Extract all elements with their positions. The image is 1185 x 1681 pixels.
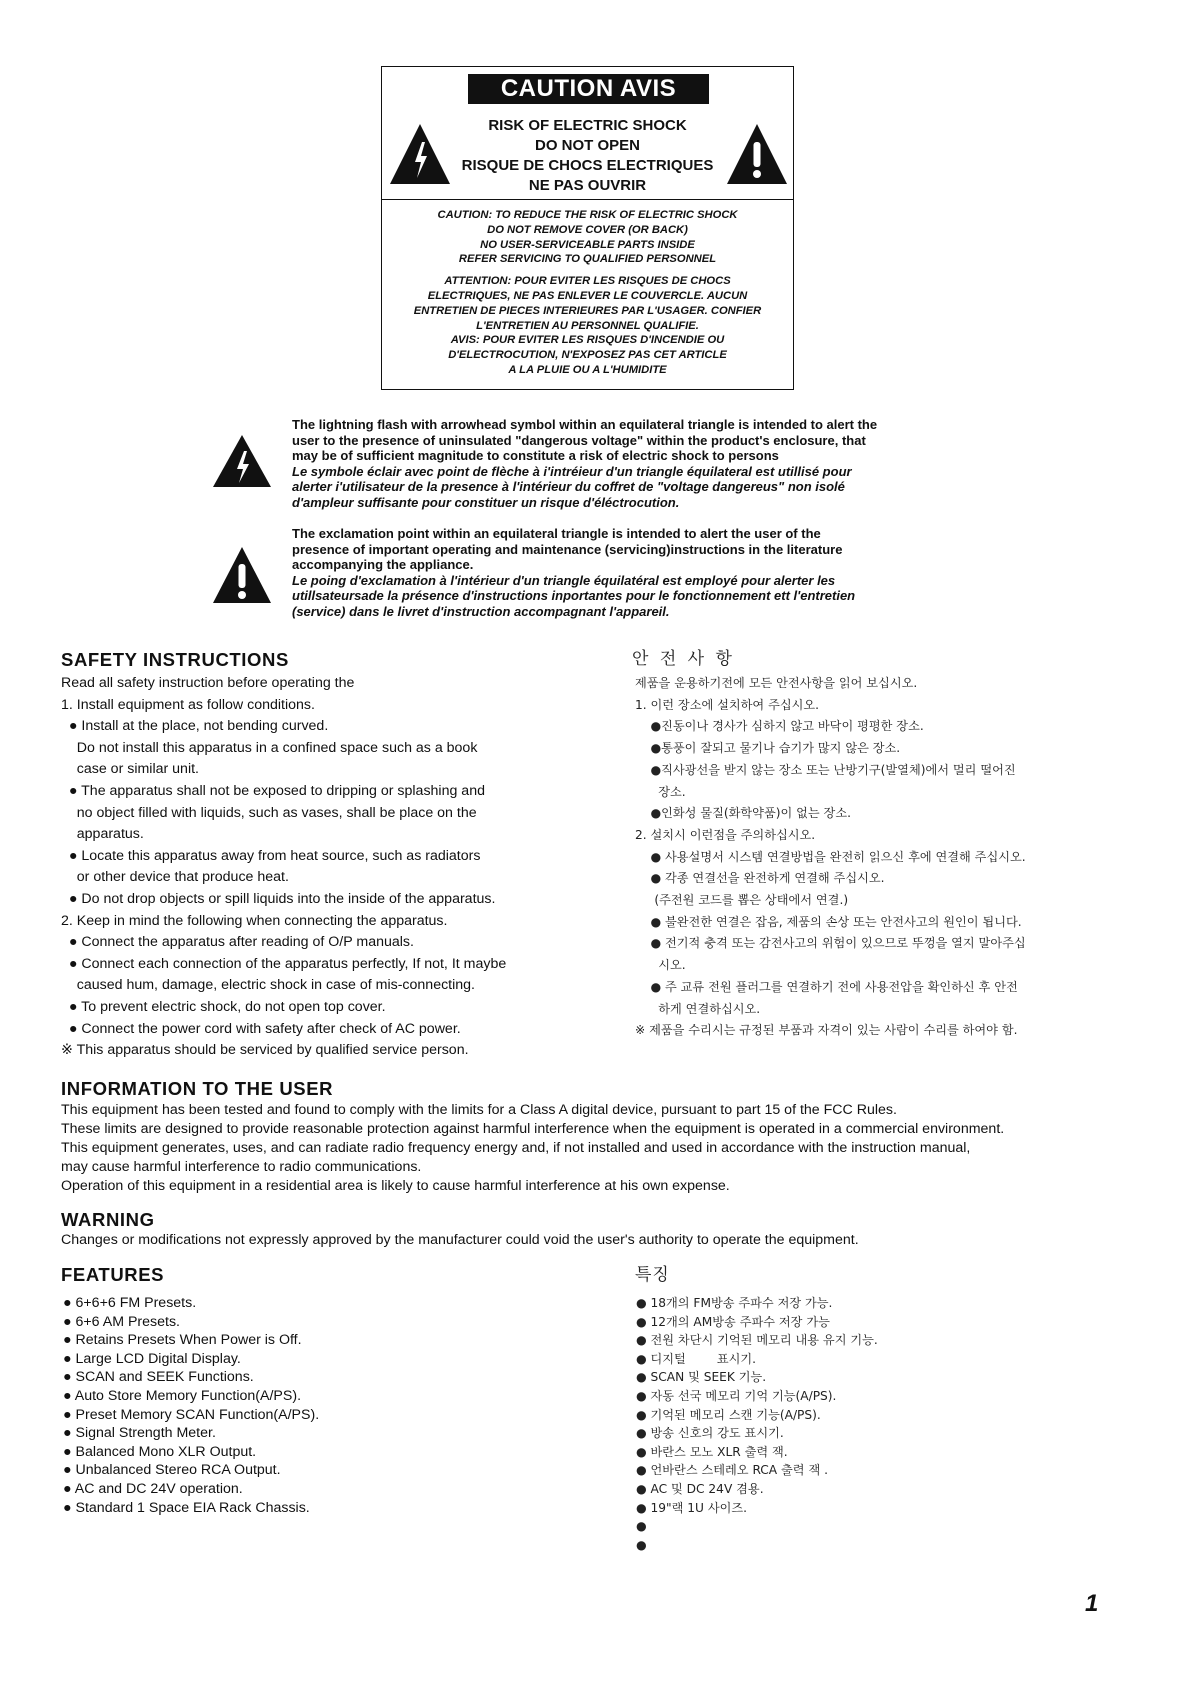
safety-line: apparatus. xyxy=(61,826,144,843)
feature-item: ● Preset Memory SCAN Function(A/PS). xyxy=(63,1406,320,1423)
feature-item-korean: ● 방송 신호의 강도 표시기. xyxy=(636,1426,784,1441)
safety-line: ● The apparatus shall not be exposed to dripping or splashing and xyxy=(61,782,485,799)
feature-item-korean: ● 19"랙 1U 사이즈. xyxy=(636,1500,748,1515)
safety-line: 2. Keep in mind the following when connecting the apparatus. xyxy=(61,912,448,929)
attention-text-line: AVIS: POUR EVITER LES RISQUES D'INCENDIE OU xyxy=(450,334,725,347)
feature-item: ● Auto Store Memory Function(A/PS). xyxy=(63,1387,302,1404)
features-list-korean xyxy=(636,1294,878,1554)
safety-line-korean: ●통풍이 잘되고 물기나 습기가 많지 않은 장소. xyxy=(635,741,901,756)
warning-text: Changes or modifications not expressly approved by the manufacturer could void the user's authority to operate the equipment. xyxy=(61,1232,859,1248)
info-line: This equipment has been tested and found to comply with the limits for a Class A digital device, pursuant to part 15 of the FCC Rules. xyxy=(61,1102,897,1118)
safety-list-korean xyxy=(635,673,1026,1042)
safety-line-korean: 2. 설치시 이런점을 주의하십시오. xyxy=(635,827,816,842)
safety-list xyxy=(61,673,506,1062)
safety-line: or other device that produce heat. xyxy=(61,869,289,886)
feature-item: ● Balanced Mono XLR Output. xyxy=(63,1443,257,1460)
lightning-symbol-description: The lightning flash with arrowhead symbol within an equilateral triangle is intended to alert the user to the presence of uninsulated "dangerous voltage" within the product's enclosure, that may be of sufficient magnitude to constitute a risk of electric shock to persons Le symbole éclair avec point de flèche à i'intréieur d'un triangle équilateral est utillisé pour alerter i'utilisateur de la presence à l'intérieur du coffret de "voltage dangereus" non isolé d'ampleur suffisante pour constituer un risque d'éléctrocution. xyxy=(292,417,878,510)
feature-item-korean: ● 전원 차단시 기억된 메모리 내용 유지 기능. xyxy=(636,1333,878,1348)
feature-item: ● AC and DC 24V operation. xyxy=(63,1480,243,1497)
caution-text-line: DO NOT REMOVE COVER (OR BACK) xyxy=(487,223,688,236)
feature-item: ● SCAN and SEEK Functions. xyxy=(63,1369,254,1386)
caution-title: CAUTION AVIS xyxy=(468,74,709,104)
safety-line-korean: ● 전기적 충격 또는 감전사고의 위험이 있으므로 뚜껑을 열지 말아주십 xyxy=(635,936,1026,951)
safety-heading-korean: 안 전 사 항 xyxy=(632,649,735,669)
safety-line-korean: 하게 연결하십시오. xyxy=(635,1001,761,1016)
safety-line: Do not install this apparatus in a confined space such as a book xyxy=(61,739,478,756)
feature-item-korean: ● 18개의 FM방송 주파수 저장 가능. xyxy=(636,1296,833,1310)
exclamation-triangle-icon xyxy=(212,546,272,604)
caution-header xyxy=(382,67,793,200)
lightning-triangle-icon xyxy=(212,434,272,488)
safety-line: 1. Install equipment as follow conditions. xyxy=(61,696,315,713)
safety-line: no object filled with liquids, such as vases, shall be place on the xyxy=(61,804,477,821)
safety-line: ● Install at the place, not bending curved. xyxy=(61,718,329,735)
attention-text-line: D'ELECTROCUTION, N'EXPOSEZ PAS CET ARTICLE xyxy=(448,349,727,362)
safety-line: caused hum, damage, electric shock in case of mis-connecting. xyxy=(61,977,476,994)
feature-item-korean: ● AC 및 DC 24V 겸용. xyxy=(636,1481,764,1496)
safety-line-korean: ●인화성 물질(화학약품)이 없는 장소. xyxy=(635,806,851,821)
safety-line: ● To prevent electric shock, do not open top cover. xyxy=(61,998,386,1015)
safety-line-korean: ●직사광선을 받지 않는 장소 또는 난방기구(발열체)에서 멀리 떨어진 xyxy=(635,762,1016,777)
feature-item-korean: ● 기억된 메모리 스캔 기능(A/PS). xyxy=(636,1407,821,1422)
feature-item: ● Unbalanced Stereo RCA Output. xyxy=(63,1462,281,1479)
warning-heading: WARNING xyxy=(61,1209,155,1230)
attention-text-line: L'ENTRETIEN AU PERSONNEL QUALIFIE. xyxy=(476,319,699,332)
feature-item: ● 6+6+6 FM Presets. xyxy=(63,1295,197,1311)
safety-heading: SAFETY INSTRUCTIONS xyxy=(61,649,289,670)
feature-item-korean: ● 바란스 모노 XLR 출력 잭. xyxy=(636,1444,788,1459)
safety-line: ● Connect the apparatus after reading of O/P manuals. xyxy=(61,934,414,951)
safety-line: case or similar unit. xyxy=(61,761,199,778)
info-line: may cause harmful interference to radio communications. xyxy=(61,1158,422,1175)
features-heading: FEATURES xyxy=(61,1264,165,1285)
attention-text-line: A LA PLUIE OU A L'HUMIDITE xyxy=(508,363,667,376)
safety-line-korean: ● 각종 연결선을 완전하게 연결해 주십시오. xyxy=(635,871,885,886)
safety-line-korean: ※ 제품을 수리시는 규정된 부품과 자격이 있는 사람이 수리를 하여야 함. xyxy=(635,1023,1018,1038)
feature-item: ● Retains Presets When Power is Off. xyxy=(63,1332,302,1349)
page-number: 1 xyxy=(1085,1590,1099,1617)
info-line: These limits are designed to provide reasonable protection against harmful interference when the equipment is operated in a commercial environment. xyxy=(61,1120,1005,1137)
caution-body xyxy=(382,208,793,378)
risk-line: RISQUE DE CHOCS ELECTRIQUES xyxy=(461,157,714,174)
attention-text-line: ENTRETIEN DE PIECES INTERIEURES PAR L'USAGER. CONFIER xyxy=(413,304,762,317)
safety-line-korean: 1. 이런 장소에 설치하여 주십시오. xyxy=(635,697,820,712)
caution-box xyxy=(381,66,794,390)
safety-line-korean: ●진동이나 경사가 심하지 않고 바닥이 평평한 장소. xyxy=(635,719,924,734)
safety-line: ● Connect each connection of the apparatus perfectly, If not, It maybe xyxy=(61,955,507,972)
features-list xyxy=(63,1294,319,1517)
feature-item-korean: ● SCAN 및 SEEK 기능. xyxy=(636,1370,767,1385)
safety-line: ● Connect the power cord with safety after check of AC power. xyxy=(61,1020,461,1037)
attention-text-line: ELECTRIQUES, NE PAS ENLEVER LE COUVERCLE. AUCUN xyxy=(427,289,748,302)
safety-line-korean: 제품을 운용하기전에 모든 안전사항을 읽어 보십시오. xyxy=(635,676,918,690)
feature-item-korean: ● 디지털 표시기. xyxy=(636,1351,757,1366)
feature-item-korean: ● xyxy=(636,1537,647,1552)
feature-item-korean: ● xyxy=(636,1519,647,1534)
feature-item-korean: ● 언바란스 스테레오 RCA 출력 잭 . xyxy=(636,1463,828,1478)
feature-item: ● 6+6 AM Presets. xyxy=(63,1313,180,1330)
info-paragraph xyxy=(61,1101,1004,1196)
safety-line: Read all safety instruction before operating the xyxy=(61,675,355,691)
attention-text-line: ATTENTION: POUR EVITER LES RISQUES DE CHOCS xyxy=(444,275,731,288)
caution-text-line: CAUTION: TO REDUCE THE RISK OF ELECTRIC SHOCK xyxy=(437,209,738,221)
feature-item: ● Standard 1 Space EIA Rack Chassis. xyxy=(63,1499,310,1516)
feature-item: ● Large LCD Digital Display. xyxy=(63,1350,241,1367)
safety-line: ※ This apparatus should be serviced by qualified service person. xyxy=(61,1042,469,1059)
safety-line: ● Locate this apparatus away from heat source, such as radiators xyxy=(61,847,481,864)
risk-line: DO NOT OPEN xyxy=(534,137,640,154)
safety-line-korean: 시오. xyxy=(635,958,686,973)
features-heading-korean: 특징 xyxy=(635,1265,670,1285)
caution-text-line: REFER SERVICING TO QUALIFIED PERSONNEL xyxy=(458,253,717,266)
info-line: Operation of this equipment in a residential area is likely to cause harmful interference at his own expense. xyxy=(61,1177,730,1194)
feature-item-korean: ● 자동 선국 메모리 기억 기능(A/PS). xyxy=(636,1388,837,1403)
safety-line-korean: ● 불완전한 연결은 잡음, 제품의 손상 또는 안전사고의 원인이 됩니다. xyxy=(635,914,1022,929)
feature-item-korean: ● 12개의 AM방송 주파수 저장 가능 xyxy=(636,1314,830,1329)
caution-text-line: NO USER-SERVICEABLE PARTS INSIDE xyxy=(480,238,695,251)
risk-line: RISK OF ELECTRIC SHOCK xyxy=(488,117,687,134)
safety-line-korean: ● 사용설명서 시스템 연결방법을 완전히 읽으신 후에 연결해 주십시오. xyxy=(635,849,1026,864)
safety-line-korean: ● 주 교류 전원 플러그를 연결하기 전에 사용전압을 확인하신 후 안전 xyxy=(635,979,1018,994)
safety-line: ● Do not drop objects or spill liquids into the inside of the apparatus. xyxy=(61,890,496,907)
safety-line-korean: (주전원 코드를 뽑은 상태에서 연결.) xyxy=(635,893,849,908)
info-line: This equipment generates, uses, and can radiate radio frequency energy and, if not installed and used in accordance with the instruction manual, xyxy=(61,1139,971,1156)
risk-line: NE PAS OUVRIR xyxy=(528,177,647,194)
safety-line-korean: 장소. xyxy=(635,784,686,799)
feature-item: ● Signal Strength Meter. xyxy=(63,1425,216,1442)
exclamation-symbol-description: The exclamation point within an equilateral triangle is intended to alert the user of the presence of important operating and maintenance (servicing)instructions in the literature accompanying the appliance. Le poing d'exclamation à l'intérieur d'un triangle équilatéral est employé pour alerter les utillsateursade la présence d'instructions inportantes pour le fonctionnement ett l'entretien (service) dans le livret d'instruction accompagnant l'appareil. xyxy=(292,526,856,619)
info-heading: INFORMATION TO THE USER xyxy=(61,1078,334,1099)
